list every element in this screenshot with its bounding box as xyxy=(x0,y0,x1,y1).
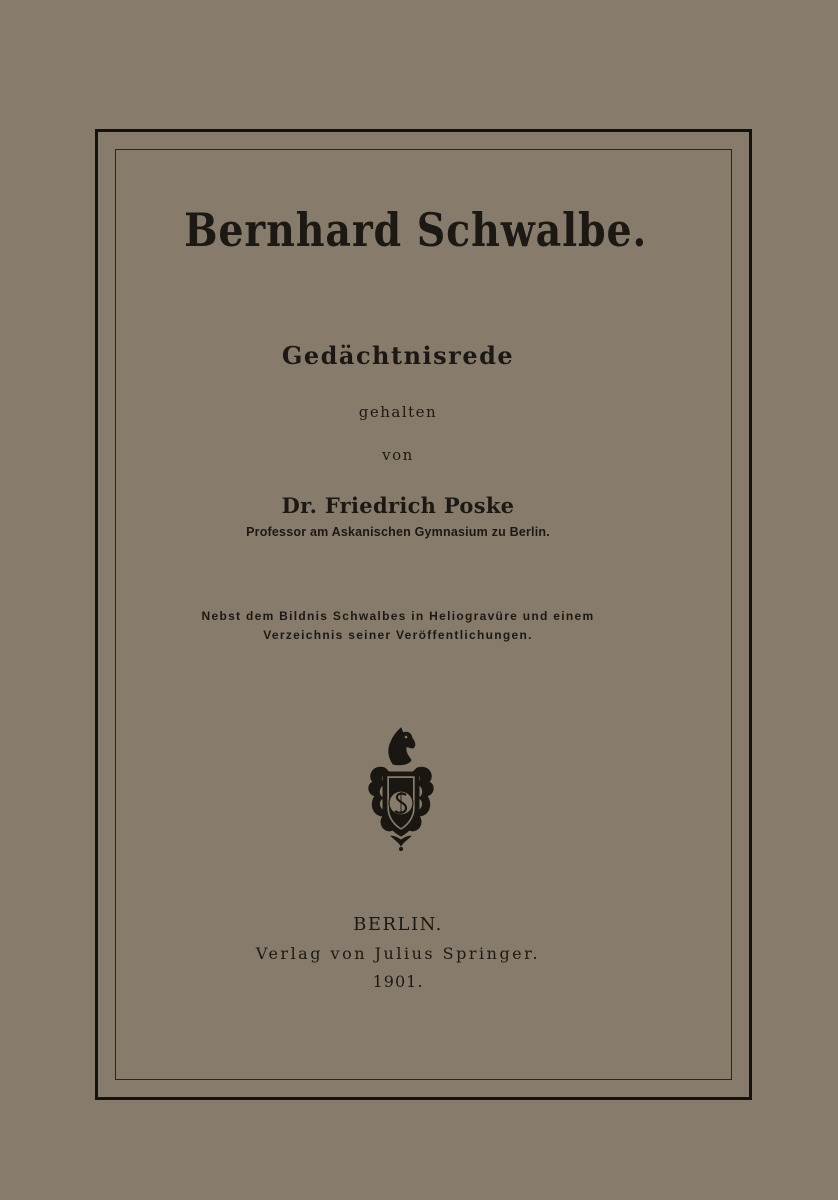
author-affiliation: Professor am Askanischen Gymnasium zu Berlin. xyxy=(246,525,550,539)
supplement-note-line-2: Verzeichnis seiner Veröffentlichungen. xyxy=(263,628,533,642)
publisher-name: Verlag von Julius Springer. xyxy=(255,944,541,963)
springer-horse-emblem-icon xyxy=(355,724,447,854)
author-name: Dr. Friedrich Poske xyxy=(281,493,515,518)
book-subtitle: Gedächtnisrede xyxy=(281,341,515,370)
by-text: von xyxy=(382,446,414,464)
held-text: gehalten xyxy=(358,403,438,421)
publication-year: 1901. xyxy=(372,972,424,991)
publication-place: BERLIN. xyxy=(353,914,443,935)
book-title: Bernhard Schwalbe. xyxy=(184,203,648,257)
supplement-note-line-1: Nebst dem Bildnis Schwalbes in Heliogravüre und einem xyxy=(201,609,595,623)
